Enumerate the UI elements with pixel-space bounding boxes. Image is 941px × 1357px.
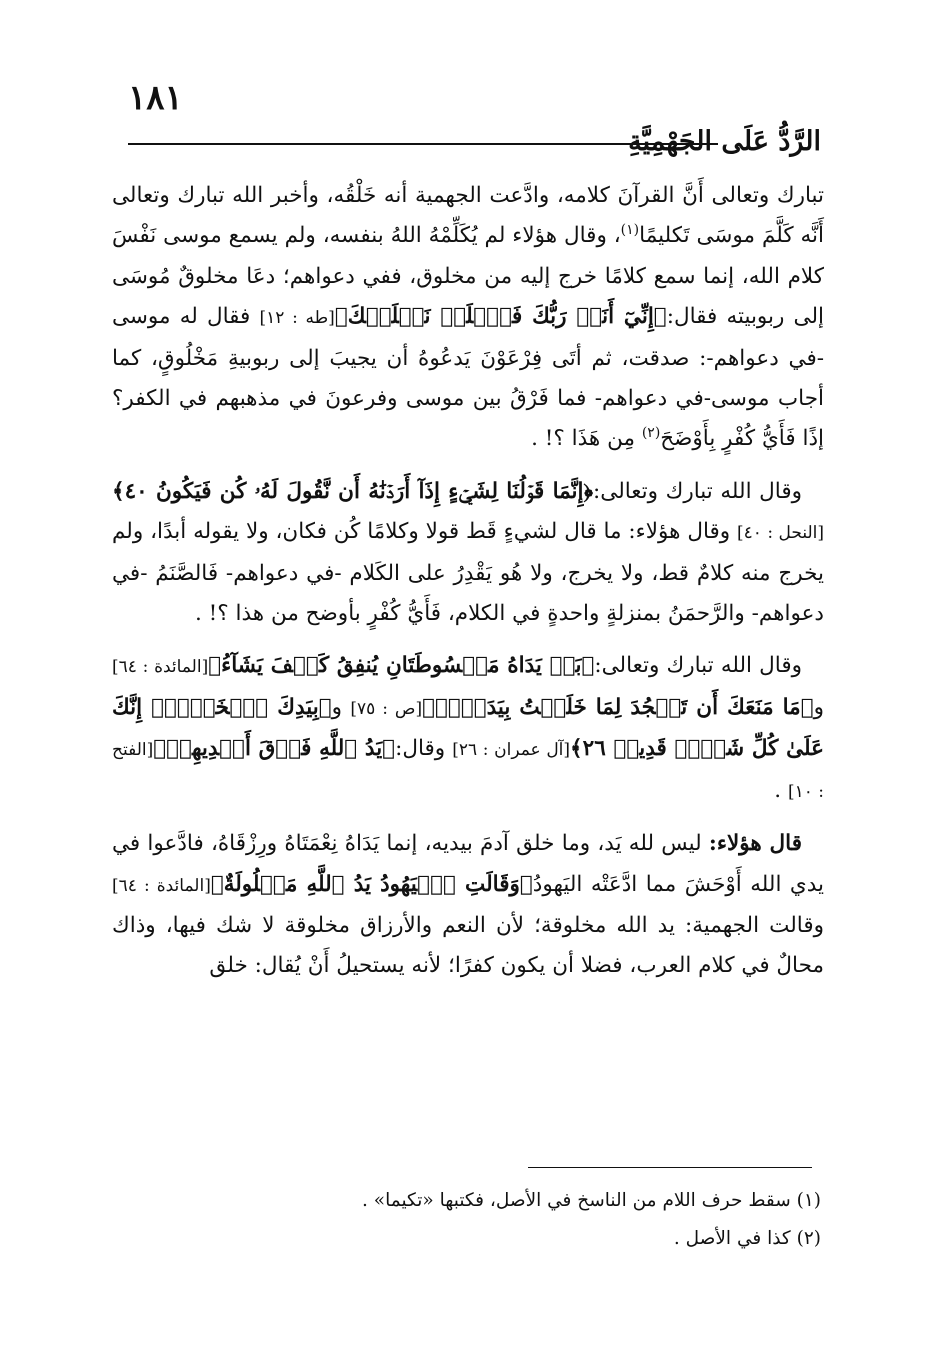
- quran-verse: ﴿إِنَّمَا قَوۡلُنَا لِشَيۡءٍ إِذَآ أَرَدۡنَٰهُ أَن نَّقُولَ لَهُۥ كُن فَيَكُونُ ٤٠﴾: [112, 478, 594, 504]
- text-run: فقال له موسى -في دعواهم-: صدقت، ثم أتَى فِرْعَوْنَ يَدعُوهُ أن يجيبَ إلى ربوبيةِ مَخْلُوقٍ، كما أجاب موسى-في دعواهم- فما فَرْقُ بين موسى وفرعونَ في مذهبهم في الكفر؟ إذًا فَأَيُّ كُفْرٍ بِأَوْضَحَ: [112, 304, 824, 452]
- footnote-rule: [528, 1167, 812, 1168]
- text-run: وقالت الجهمية: يد الله مخلوقة؛ لأن النعم والأرزاق مخلوقة لا شك فيها، وذاك محالٌ في كلام العرب، فضلا أن يكون كفرًا؛ لأنه يستحيلُ أَنْ يُقال: خلق: [112, 912, 824, 979]
- paragraph-3: [112, 646, 824, 812]
- verse-citation: [ص : ٧٥]: [350, 698, 423, 719]
- footnote-1: (١) سقط حرف اللام من الناسخ في الأصل، فكتبها «تكيما» .: [362, 1190, 821, 1211]
- quran-verse: ﴿بَلۡ يَدَاهُ مَبۡسُوطَتَانِ يُنفِقُ كَيۡفَ يَشَآءُ﴾: [208, 653, 595, 679]
- running-title: الرَّدُّ عَلَى الجَهْمِيَّةِ: [628, 126, 821, 157]
- text-run: وقال هؤلاء: ما قال لشيءٍ قَط قولا وكلامًا كُن فكان، ولا يقوله أبدًا، ولم يخرج منه كلامٌ قط، ولا يخرج، ولا هُو يَقْدِرُ على الكَلام -في دعواهم- فَالصَّنَمُ -في دعواهم- والرَّحمَنُ بمنزلةٍ واحدةٍ في الكلام، فَأَيُّ كُفْرٍ بأوضح من هذا ؟! .: [112, 519, 824, 627]
- paragraph-1: [112, 176, 824, 460]
- paragraph-4: [112, 824, 824, 987]
- text-run: وقال الله تبارك وتعالى:: [593, 478, 802, 504]
- footnote-2: (٢) كذا في الأصل .: [673, 1228, 821, 1249]
- verse-citation: [النحل : ٤٠]: [737, 523, 824, 544]
- paragraph-2: [112, 472, 824, 635]
- quran-verse: ﴿بِيَدِكَ ٱلۡخَيۡرُۖ إِنَّكَ عَلَىٰ كُلِّ شَيۡءٖ قَدِيرٞ ٢٦﴾: [112, 694, 824, 762]
- verse-citation: [طه : ١٢]: [259, 308, 335, 329]
- quran-verse: ﴿وَقَالَتِ ٱلۡيَهُودُ يَدُ ٱللَّهِ مَغۡلُولَةٌ﴾: [210, 871, 533, 897]
- quran-verse: ﴿مَا مَنَعَكَ أَن تَسۡجُدَ لِمَا خَلَقۡتُ بِيَدَيَّۖ﴾: [422, 694, 814, 720]
- footnote-ref-1: (١): [620, 222, 640, 239]
- verse-citation: [الفتح : ١٠]: [112, 740, 824, 802]
- footnote-ref-2: (٢): [641, 425, 661, 442]
- footnotes: [121, 1182, 821, 1258]
- verse-citation: [آل عمران : ٢٦]: [452, 740, 571, 761]
- paragraph-lead: قال هؤلاء:: [708, 831, 803, 857]
- header-rule: [128, 143, 718, 145]
- text-run: وقال:: [395, 736, 453, 762]
- text-run: تبارك وتعالى أَنَّ القرآنَ كلامه، وادَّعت الجهمية أنه خَلْقُه، وأخبر الله تبارك وتعالى أَنَّه كَلَّمَ موسَى تَكليمًا: [112, 183, 824, 249]
- verse-citation: [المائدة : ٦٤]: [112, 875, 211, 896]
- text-run: و: [331, 694, 351, 720]
- text-run: ، وقال هؤلاء لم يُكَلِّمْهُ اللهُ بنفسه، ولم يسمع موسى نَفْسَ كلام الله، إنما سمع كلامًا خرج إليه من مخلوق، ففي دعواهم؛ دعَا مخلوقٌ مُوسَى إلى ربوبيته فقال:: [112, 223, 825, 330]
- quran-verse: ﴿إِنِّيٓ أَنَا۠ رَبُّكَ فَٱخۡلَعۡ نَعۡلَيۡكَ﴾: [334, 304, 667, 330]
- text-run: .: [774, 777, 788, 803]
- verse-citation: [المائدة : ٦٤]: [112, 657, 209, 678]
- page-number: ١٨١: [128, 78, 183, 118]
- text-run: ليس لله يَد، وما خلق آدمَ بيديه، إنما يَدَاهُ نِعْمَتَاهُ ورِزْقَاهُ، فادَّعوا في يدي الله أَوْحَشَ مما ادَّعَتْه اليَهودُ: [112, 831, 824, 897]
- main-text: [112, 176, 824, 987]
- quran-verse: ﴿يَدُ ٱللَّهِ فَوۡقَ أَيۡدِيهِمۡ﴾: [153, 736, 396, 762]
- text-run: و: [813, 694, 824, 720]
- text-run: مِن هَذَا ؟! .: [531, 426, 642, 452]
- text-run: وقال الله تبارك وتعالى:: [594, 653, 802, 679]
